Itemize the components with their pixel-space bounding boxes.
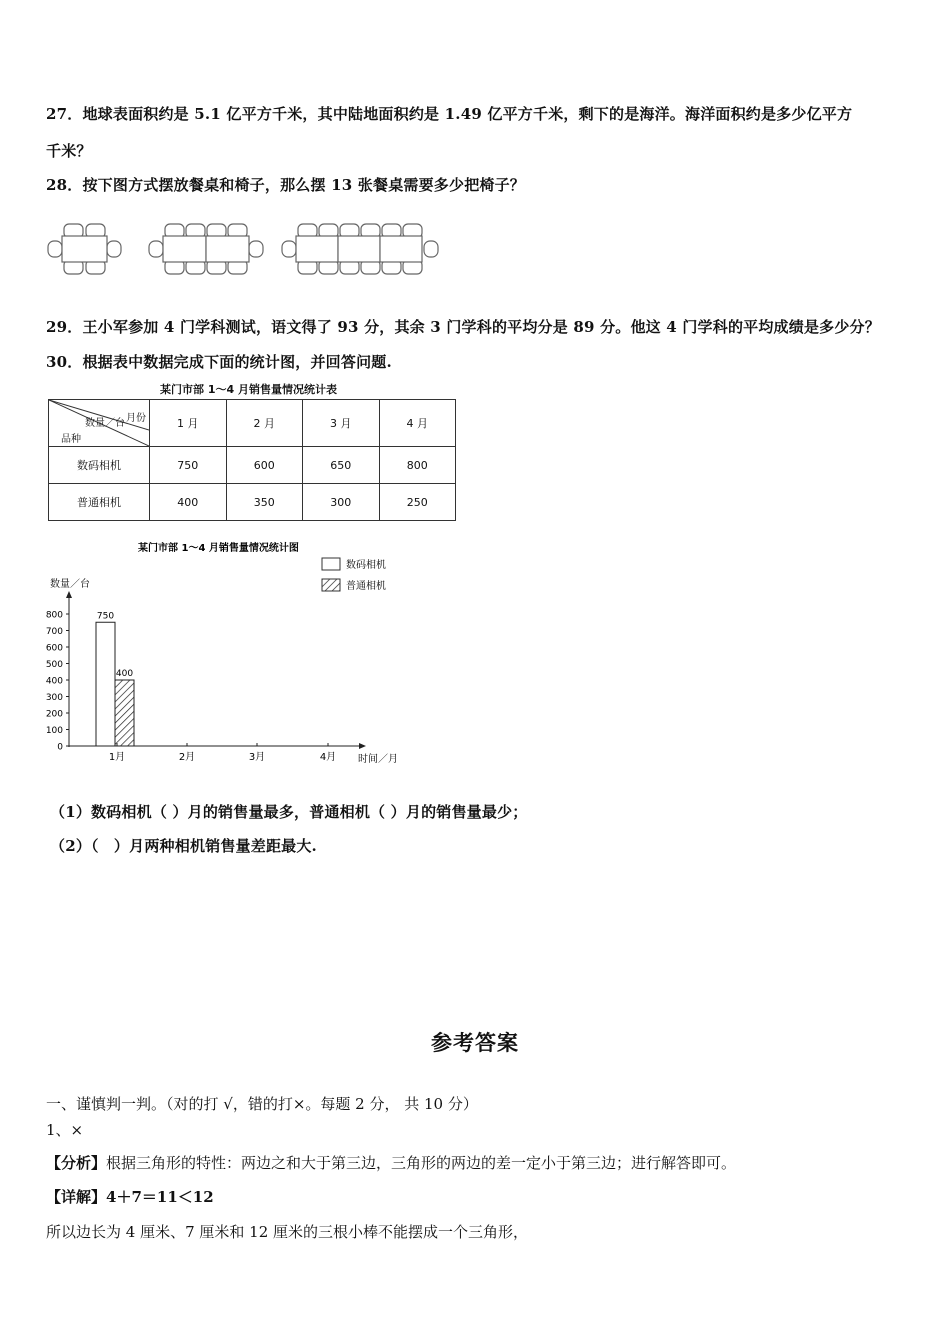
table-header-row (49, 400, 456, 447)
bar-data-label: 400 (115, 669, 134, 679)
y-tick-label: 800 (45, 610, 63, 621)
table-cell: 250 (379, 484, 456, 521)
table-cell: 800 (379, 447, 456, 484)
chair (424, 241, 438, 257)
y-tick-label: 700 (45, 627, 63, 637)
question-30: 30．根据表中数据完成下面的统计图，并回答问题. (46, 353, 392, 371)
legend-swatch-regular (322, 579, 340, 591)
chair (149, 241, 163, 257)
dining-table (62, 236, 107, 262)
table-cell: 400 (150, 484, 227, 521)
x-tick-label: 1月 (108, 752, 126, 763)
chair (282, 241, 296, 257)
y-tick-label: 500 (45, 660, 63, 670)
subquestion-1: （1）数码相机（ ）月的销售量最多，普通相机（ ）月的销售量最少； (50, 803, 528, 821)
dining-table (296, 236, 338, 262)
y-axis-arrow (66, 591, 72, 598)
table-cell: 300 (303, 484, 380, 521)
table-row (49, 447, 456, 484)
dining-table (206, 236, 249, 262)
corner-label-month: 月份 (126, 413, 146, 424)
question-29: 29．王小军参加 4 门学科测试，语文得了 93 分，其余 3 门学科的平均分是 89 分。他这 4 门学科的平均成绩是多少分？ (46, 318, 880, 336)
answers-section-1: 一、谨慎判一判。（对的打 √，错的打×。每题 2 分， 共 10 分） (46, 1095, 478, 1113)
bar-digital-camera (96, 622, 115, 746)
y-tick-label: 0 (57, 742, 63, 753)
question-27-line2: 千米？ (46, 142, 92, 160)
bar-data-label: 750 (96, 611, 115, 622)
detail-line (46, 1186, 214, 1207)
y-tick-label: 600 (45, 643, 63, 654)
dining-table (163, 236, 206, 262)
y-tick-label: 300 (45, 693, 63, 703)
table-month-header: 3 月 (303, 400, 380, 447)
detail-text: 4＋7＝11＜12 (106, 1188, 214, 1206)
legend-label-digital: 数码相机 (346, 560, 386, 571)
chair (249, 241, 263, 257)
table-month-header: 1 月 (150, 400, 227, 447)
x-tick-label: 2月 (178, 752, 196, 763)
table-row-label: 数码相机 (49, 447, 150, 484)
table-cell: 650 (303, 447, 380, 484)
table-corner-cell (49, 400, 150, 447)
x-axis-arrow (359, 743, 366, 749)
legend-label-regular: 普通相机 (346, 581, 386, 592)
dining-table (338, 236, 380, 262)
analysis-line (46, 1152, 736, 1173)
table-row (49, 484, 456, 521)
analysis-text: 根据三角形的特性：两边之和大于第三边，三角形的两边的差一定小于第三边；进行解答即可。 (106, 1154, 737, 1172)
x-axis-label: 时间／月 (358, 754, 398, 765)
table-cell: 750 (150, 447, 227, 484)
answers-heading: 参考答案 (431, 1030, 519, 1055)
subquestion-2: （2）（ ）月两种相机销售量差距最大. (50, 837, 317, 855)
y-tick-label: 200 (45, 709, 63, 720)
legend-swatch-digital (322, 558, 340, 570)
bar-regular-camera (115, 680, 134, 746)
table-month-header: 4 月 (379, 400, 456, 447)
detail-tag: 【详解】 (46, 1188, 107, 1206)
sales-table (48, 399, 456, 521)
sales-bar-chart (40, 536, 410, 772)
y-tick-label: 400 (45, 676, 63, 687)
analysis-tag: 【分析】 (46, 1154, 107, 1172)
table-title: 某门市部 1～4 月销售量情况统计表 (160, 383, 337, 396)
chair (48, 241, 62, 257)
question-28: 28．按下图方式摆放餐桌和椅子，那么摆 13 张餐桌需要多少把椅子？ (46, 176, 525, 194)
x-tick-label: 3月 (248, 752, 266, 763)
x-tick-label: 4月 (319, 752, 337, 763)
chair (107, 241, 121, 257)
table-month-header: 2 月 (226, 400, 303, 447)
y-tick-label: 100 (45, 726, 63, 736)
corner-label-quantity: 数量／台 (85, 418, 125, 429)
corner-label-kind: 品种 (61, 434, 81, 445)
tables-chairs-diagram (44, 214, 444, 284)
table-cell: 600 (226, 447, 303, 484)
conclusion-line: 所以边长为 4 厘米、7 厘米和 12 厘米的三根小棒不能摆成一个三角形， (46, 1223, 529, 1241)
question-27-line1: 27．地球表面积约是 5.1 亿平方千米，其中陆地面积约是 1.49 亿平方千米，剩下的是海洋。海洋面积约是多少亿平方 (46, 105, 853, 123)
table-row-label: 普通相机 (49, 484, 150, 521)
table-cell: 350 (226, 484, 303, 521)
dining-table (380, 236, 422, 262)
answer-item-1: 1、× (46, 1121, 84, 1139)
y-axis-label: 数量／台 (50, 579, 90, 590)
chart-title: 某门市部 1～4 月销售量情况统计图 (138, 543, 299, 554)
